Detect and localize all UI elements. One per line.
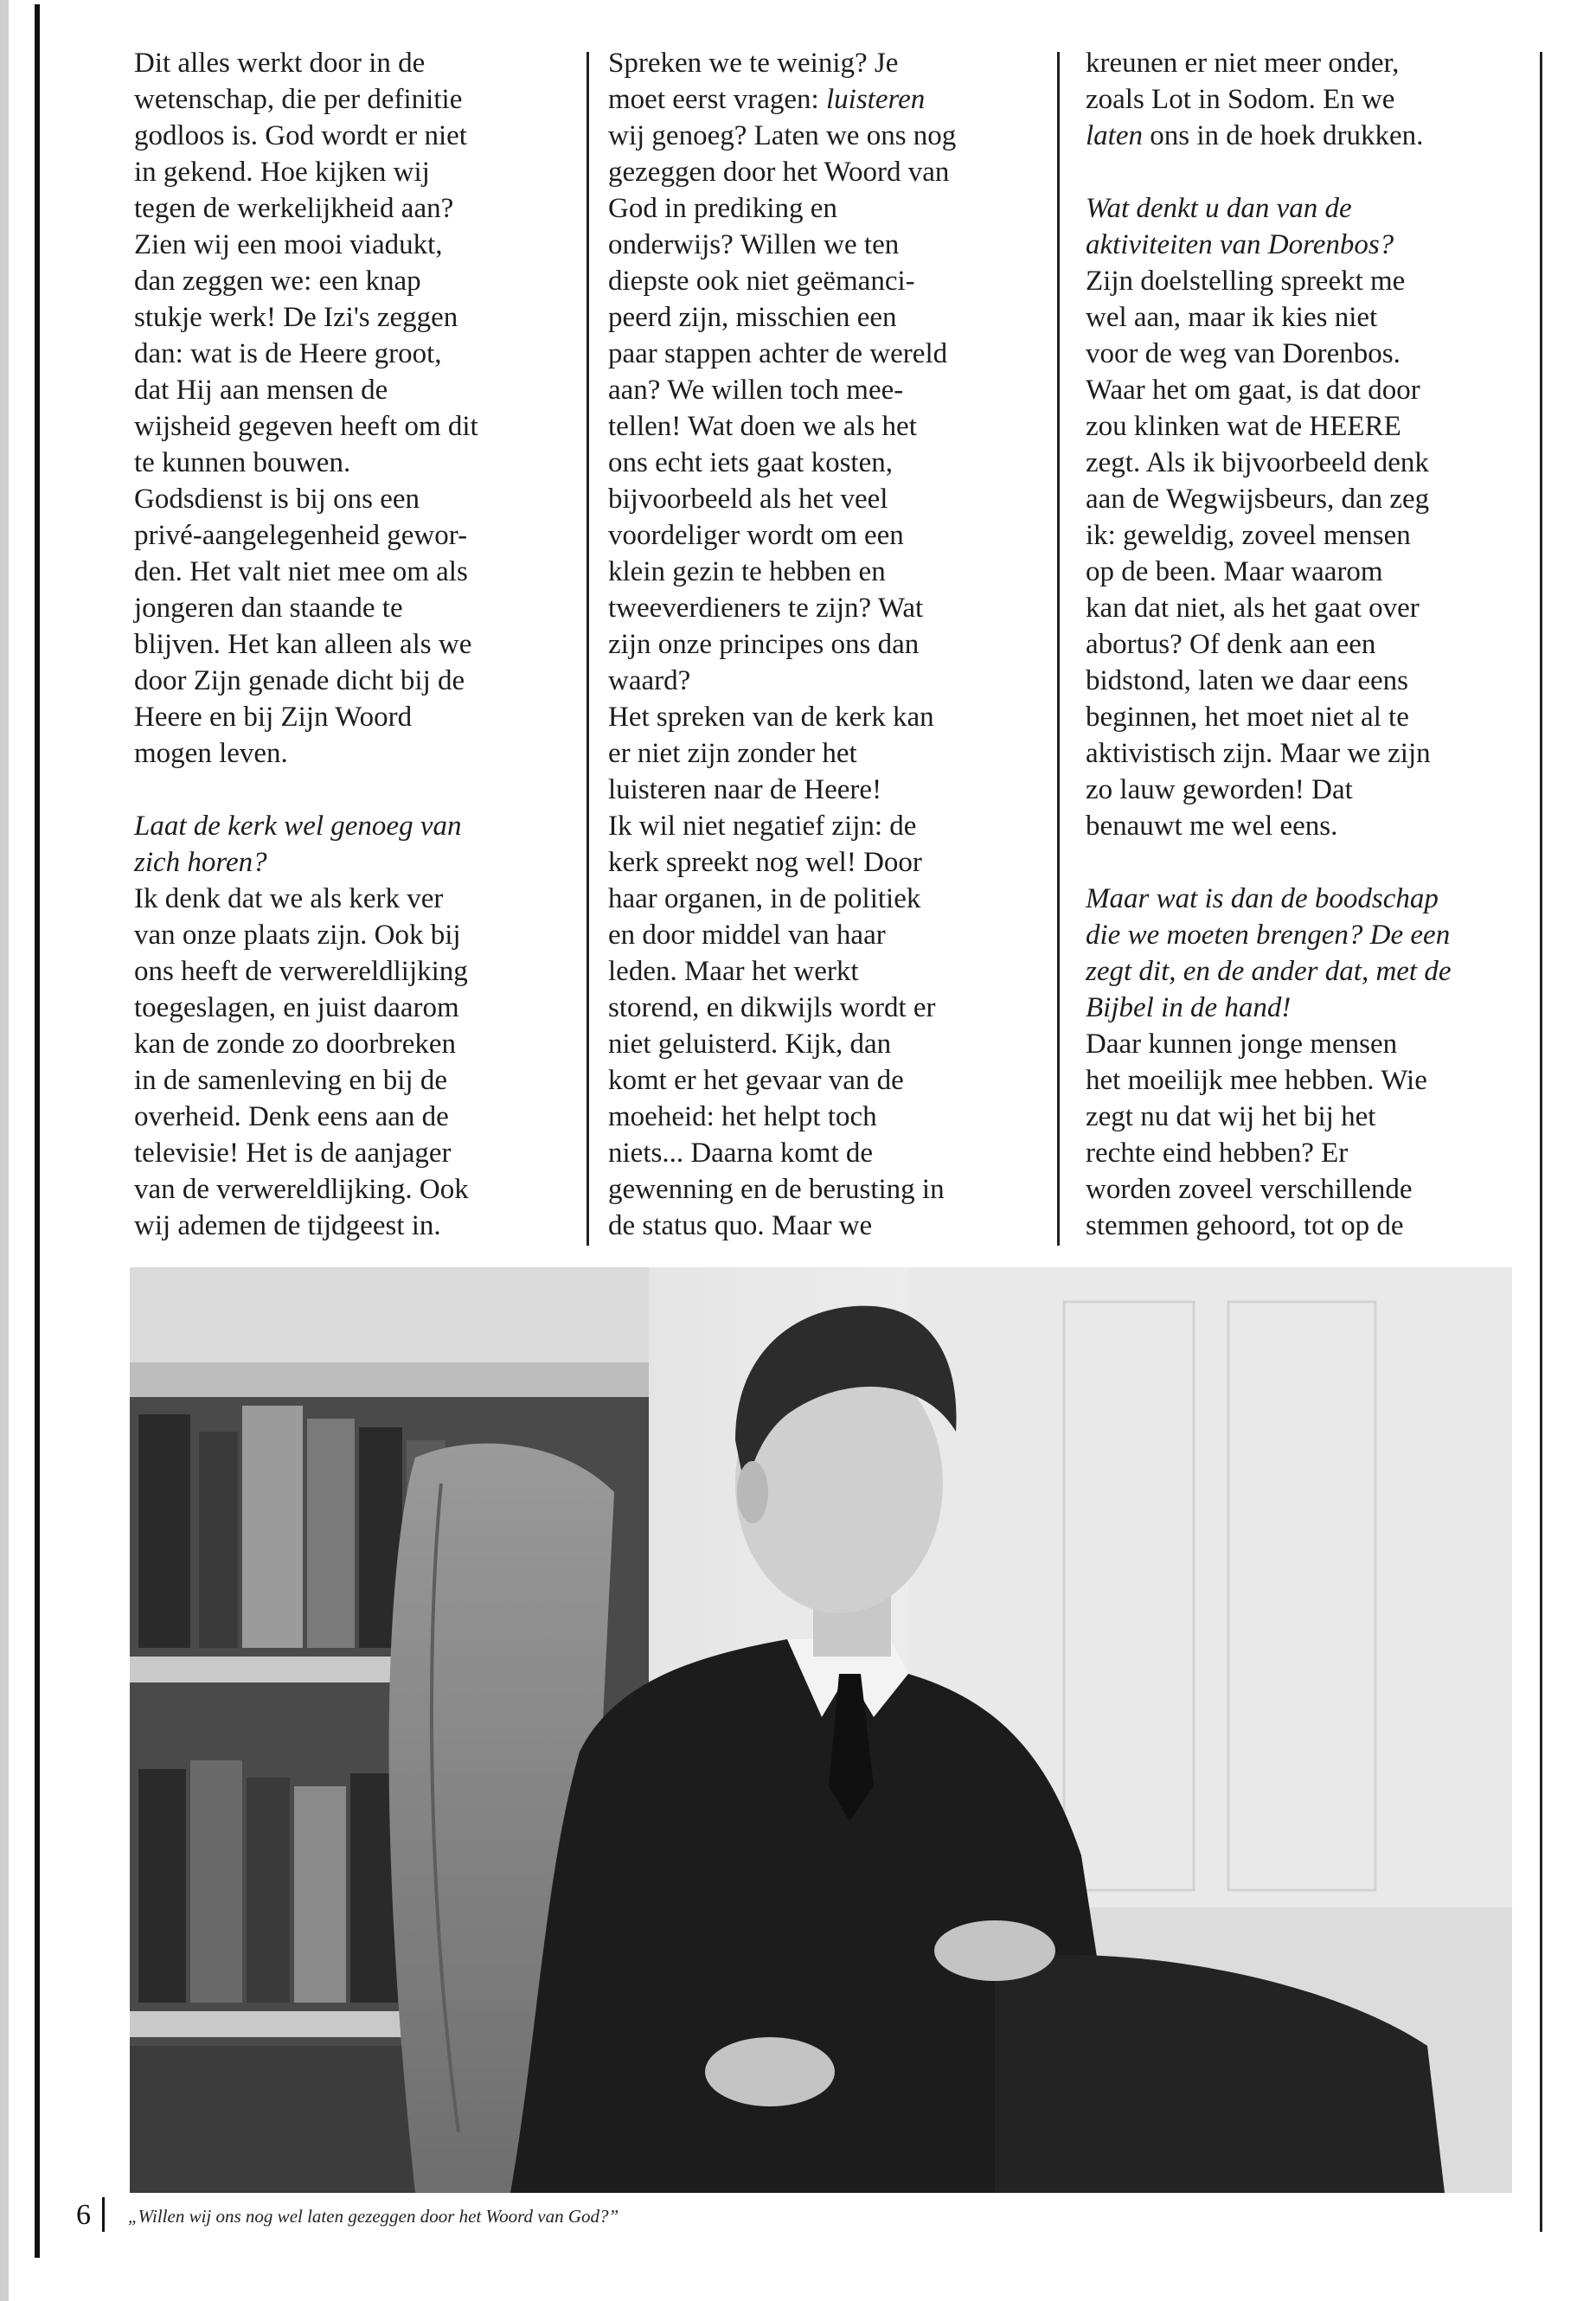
text-line: wij ademen de tijdgeest in. <box>134 1210 441 1241</box>
text-line: gewenning en de berusting in <box>608 1174 945 1205</box>
text-line: niets... Daarna komt de <box>608 1138 874 1169</box>
text-line: Het spreken van de kerk kan <box>608 702 934 733</box>
text-line: tweeverdieners te zijn? Wat <box>608 593 924 624</box>
text-line: in de samenleving en bij de <box>134 1065 447 1096</box>
text-line: Heere en bij Zijn Woord <box>134 702 413 733</box>
text-line: dan zeggen we: een knap <box>134 266 421 297</box>
paragraph <box>1086 263 1535 844</box>
scan-edge <box>0 0 9 2301</box>
paragraph <box>134 45 575 772</box>
text-line: Wat denkt u dan van de <box>1086 193 1352 224</box>
text-line: kan dat niet, als het gaat over <box>1086 593 1420 624</box>
text-line: voor de weg van Dorenbos. <box>1086 338 1401 369</box>
text-line: tegen de werkelijkheid aan? <box>134 193 454 224</box>
column-2 <box>608 45 1049 1244</box>
text-line: overheid. Denk eens aan de <box>134 1101 449 1132</box>
interview-photo <box>130 1267 1512 2193</box>
text-line: luisteren naar de Heere! <box>608 774 882 805</box>
text-line: Waar het om gaat, is dat door <box>1086 375 1420 406</box>
text-line: zo lauw geworden! Dat <box>1086 774 1353 805</box>
emphasis: luisteren <box>825 84 926 115</box>
text-line: bijvoorbeeld als het veel <box>608 484 888 515</box>
text-line: aan de Wegwijsbeurs, dan zeg <box>1086 484 1430 515</box>
text-line: Godsdienst is bij ons een <box>134 484 420 515</box>
text-line: diepste ook niet geëmanci- <box>608 266 915 297</box>
text-line: ons heeft de verwereldlijking <box>134 956 468 987</box>
text-line: Daar kunnen jonge mensen <box>1086 1029 1398 1060</box>
text-line: het moeilijk mee hebben. Wie <box>1086 1065 1427 1096</box>
text-line: kan de zonde zo doorbreken <box>134 1029 457 1060</box>
text-line: blijven. Het kan alleen als we <box>134 629 472 660</box>
text-line: bidstond, laten we daar eens <box>1086 665 1408 696</box>
text-line: komt er het gevaar van de <box>608 1065 904 1096</box>
text-line: beginnen, het moet niet al te <box>1086 702 1409 733</box>
text-line: wetenschap, die per definitie <box>134 84 463 115</box>
paragraph <box>1086 1026 1535 1244</box>
text-line: zich horen? <box>134 847 267 878</box>
text-line: in gekend. Hoe kijken wij <box>134 157 430 188</box>
text-line: jongeren dan staande te <box>134 593 403 624</box>
paragraph <box>608 45 1049 1244</box>
page-number: 6 <box>76 2199 91 2231</box>
text-line: ons in de hoek drukken. <box>1142 120 1424 151</box>
text-line: zegt nu dat wij het bij het <box>1086 1101 1376 1132</box>
text-line: zegt. Als ik bijvoorbeeld denk <box>1086 447 1429 478</box>
text-line: dat Hij aan mensen de <box>134 375 388 406</box>
text-line: rechte eind hebben? Er <box>1086 1138 1349 1169</box>
text-line: klein gezin te hebben en <box>608 556 886 587</box>
text-line: te kunnen bouwen. <box>134 447 351 478</box>
text-line: televisie! Het is de aanjager <box>134 1138 452 1169</box>
text-line: privé-aangelegenheid gewor- <box>134 520 468 551</box>
text-line: wijsheid gegeven heeft om dit <box>134 411 478 442</box>
interview-question <box>1086 190 1535 263</box>
text-line: godloos is. God wordt er niet <box>134 120 467 151</box>
emphasis: laten <box>1086 120 1143 151</box>
photo-caption: „Willen wij ons nog wel laten gezeggen door het Woord van God?” <box>128 2206 619 2227</box>
text-line: Laat de kerk wel genoeg van <box>134 811 462 842</box>
text-line: van onze plaats zijn. Ook bij <box>134 920 461 951</box>
text-line: Bijbel in de hand! <box>1086 992 1292 1023</box>
text-line: stemmen gehoord, tot op de <box>1086 1210 1404 1241</box>
text-line: benauwt me wel eens. <box>1086 811 1338 842</box>
text-line: ons echt iets gaat kosten, <box>608 447 894 478</box>
text-line: den. Het valt niet mee om als <box>134 556 468 587</box>
page-number-rule <box>102 2197 105 2232</box>
text-line: er niet zijn zonder het <box>608 738 857 769</box>
interview-question <box>1086 881 1535 1026</box>
text-line: abortus? Of denk aan een <box>1086 629 1376 660</box>
left-margin-rule <box>35 4 40 2258</box>
interview-question <box>134 808 575 881</box>
text-line: wij genoeg? Laten we ons nog <box>608 120 957 151</box>
text-line: tellen! Wat doen we als het <box>608 411 917 442</box>
text-line: Spreken we te weinig? Je <box>608 48 899 79</box>
text-line: leden. Maar het werkt <box>608 956 859 987</box>
text-line: stukje werk! De Izi's zeggen <box>134 302 458 333</box>
text-line: aan? We willen toch mee- <box>608 375 904 406</box>
text-line: Maar wat is dan de boodschap <box>1086 883 1439 914</box>
text-line: dan: wat is de Heere groot, <box>134 338 442 369</box>
column-rule-1 <box>586 52 589 1246</box>
text-line: peerd zijn, misschien een <box>608 302 897 333</box>
text-line: paar stappen achter de wereld <box>608 338 948 369</box>
text-line: moeheid: het helpt toch <box>608 1101 877 1132</box>
text-line: zou klinken wat de HEERE <box>1086 411 1401 442</box>
paragraph <box>134 881 575 1244</box>
text-line: toegeslagen, en juist daarom <box>134 992 459 1023</box>
text-line: niet geluisterd. Kijk, dan <box>608 1029 892 1060</box>
column-1 <box>134 45 575 1244</box>
right-margin-rule <box>1540 52 1542 2232</box>
paragraph <box>1086 45 1535 154</box>
text-line: en door middel van haar <box>608 920 886 951</box>
text-line: Ik denk dat we als kerk ver <box>134 883 444 914</box>
text-line: kreunen er niet meer onder, <box>1086 48 1400 79</box>
text-line: van de verwereldlijking. Ook <box>134 1174 469 1205</box>
text-line: ik: geweldig, zoveel mensen <box>1086 520 1411 551</box>
text-line: haar organen, in de politiek <box>608 883 921 914</box>
text-line: God in prediking en <box>608 193 837 224</box>
text-line: worden zoveel verschillende <box>1086 1174 1413 1205</box>
text-line: zoals Lot in Sodom. En we <box>1086 84 1395 115</box>
text-line: waard? <box>608 665 691 696</box>
text-line: storend, en dikwijls wordt er <box>608 992 936 1023</box>
text-line: aktiviteiten van Dorenbos? <box>1086 229 1394 260</box>
text-line: de status quo. Maar we <box>608 1210 873 1241</box>
text-line: wel aan, maar ik kies niet <box>1086 302 1378 333</box>
text-line: zegt dit, en de ander dat, met de <box>1086 956 1452 987</box>
text-line: mogen leven. <box>134 738 288 769</box>
text-line: gezeggen door het Woord van <box>608 157 950 188</box>
text-line: Zijn doelstelling spreekt me <box>1086 266 1406 297</box>
text-line: onderwijs? Willen we ten <box>608 229 900 260</box>
column-3 <box>1086 45 1535 1244</box>
text-line: op de been. Maar waarom <box>1086 556 1383 587</box>
text-line: Dit alles werkt door in de <box>134 48 426 79</box>
text-line: voordeliger wordt om een <box>608 520 904 551</box>
text-line: aktivistisch zijn. Maar we zijn <box>1086 738 1431 769</box>
text-line: zijn onze principes ons dan <box>608 629 920 660</box>
column-rule-2 <box>1057 52 1060 1246</box>
text-line: door Zijn genade dicht bij de <box>134 665 465 696</box>
text-line: moet eerst vragen: <box>608 84 826 115</box>
photo-illustration <box>130 1267 1512 2193</box>
text-line: Zien wij een mooi viadukt, <box>134 229 443 260</box>
text-line: die we moeten brengen? De een <box>1086 920 1451 951</box>
text-line: kerk spreekt nog wel! Door <box>608 847 922 878</box>
text-line: Ik wil niet negatief zijn: de <box>608 811 917 842</box>
